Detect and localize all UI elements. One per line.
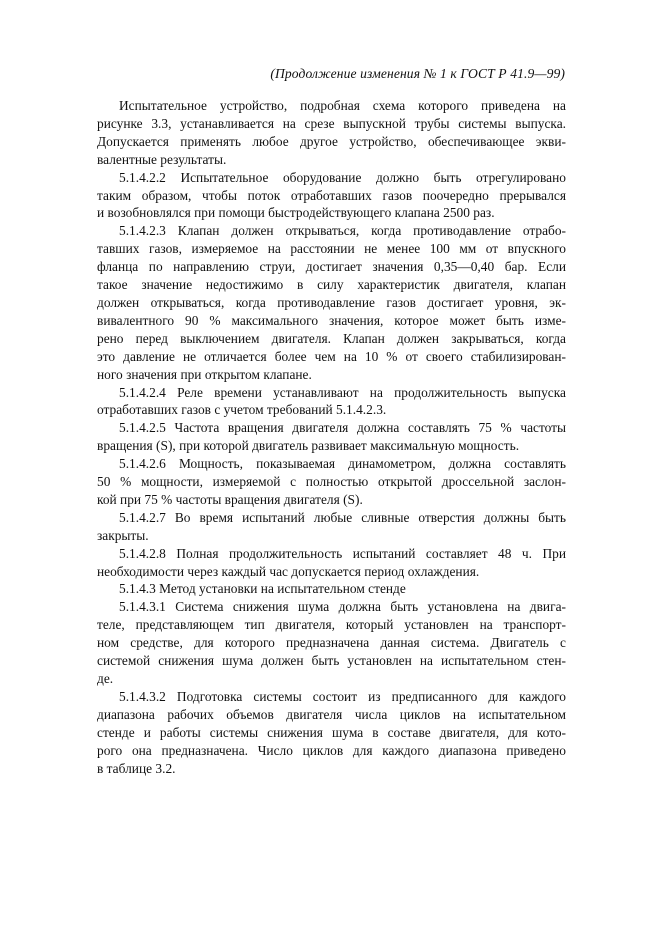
text-line: вращения (S), при которой двигатель развивает максимальную мощность. (97, 438, 520, 454)
text-line: тавших газов, измеряемое на расстоянии не менее 100 мм от впускного (97, 241, 566, 257)
text-line: кой при 75 % частоты вращения двигателя (S). (97, 491, 363, 507)
text-line: диапазона рабочих объемов двигателя числа циклов на испытательном (97, 706, 566, 722)
running-header: (Продолжение изменения № 1 к ГОСТ Р 41.9—99) (270, 66, 565, 81)
body-text (97, 97, 566, 777)
text-line: 5.1.4.2.5 Частота вращения двигателя должна составлять 75 % частоты (119, 420, 566, 436)
text-line: 5.1.4.2.4 Реле времени устанавливают на продолжительность выпуска (119, 384, 566, 400)
text-line: 5.1.4.2.8 Полная продолжительность испытаний составляет 48 ч. При (119, 545, 566, 561)
text-line: ном средстве, для которого предназначена данная система. Двигатель с (97, 635, 566, 651)
paragraph-5-1-4-2-5 (97, 419, 566, 455)
text-line: и возобновлялся при помощи быстродействующего клапана 2500 раз. (97, 205, 495, 221)
text-line: должен открываться, когда противодавление газов достигает уровня, эк- (97, 294, 566, 310)
text-line: 5.1.4.3.2 Подготовка системы состоит из предписанного для каждого (119, 688, 566, 704)
text-line: в таблице 3.2. (97, 760, 176, 776)
paragraph-5-1-4-2-6 (97, 455, 566, 509)
text-line: 5.1.4.2.6 Мощность, показываемая динамометром, должна составлять (119, 456, 566, 472)
text-line: закрыты. (97, 527, 149, 543)
text-line: 5.1.4.2.3 Клапан должен открываться, когда противодавление отрабо- (119, 223, 566, 239)
paragraph-test-device (97, 97, 566, 169)
text-line: системой снижения шума должен быть установлен на испытательном стен- (97, 653, 566, 669)
paragraph-5-1-4-2-8 (97, 545, 566, 581)
text-line: стенде и работы системы снижения шума в составе двигателя, для кото- (97, 724, 566, 740)
text-line: 5.1.4.2.2 Испытательное оборудование должно быть отрегулировано (119, 169, 566, 185)
text-line: рисунке 3.3, устанавливается на срезе выпускной трубы системы выпуска. (97, 115, 566, 131)
paragraph-5-1-4-3-1 (97, 598, 566, 688)
paragraph-5-1-4-3 (97, 580, 566, 598)
text-line: необходимости через каждый час допускается период охлаждения. (97, 563, 480, 579)
text-line: де. (97, 671, 114, 686)
text-line: 5.1.4.2.7 Во время испытаний любые сливные отверстия должны быть (119, 509, 566, 525)
paragraph-5-1-4-2-4 (97, 384, 566, 420)
text-line: фланца по направлению струи, достигает значения 0,35—0,40 бар. Если (97, 259, 566, 275)
text-line: валентные результаты. (97, 151, 227, 167)
text-line: вивалентного 90 % максимального значения, которое может быть изме- (97, 312, 566, 328)
text-line: 5.1.4.3.1 Система снижения шума должна быть установлена на двига- (119, 599, 566, 615)
text-line: это давление не отличается более чем на 10 % от своего стабилизирован- (97, 348, 566, 364)
paragraph-5-1-4-2-2 (97, 169, 566, 223)
text-line: таким образом, чтобы поток отработавших газов поочередно прерывался (97, 187, 566, 203)
paragraph-5-1-4-2-3 (97, 222, 566, 383)
paragraph-5-1-4-2-7 (97, 509, 566, 545)
text-line: рено перед выключением двигателя. Клапан должен закрываться, когда (97, 330, 566, 346)
text-line: Допускается применять любое другое устройство, обеспечивающее экви- (97, 133, 566, 149)
text-line: 50 % мощности, измеряемой с полностью открытой дроссельной заслон- (97, 474, 566, 490)
text-line: Испытательное устройство, подробная схема которого приведена на (119, 98, 566, 113)
text-line: рого она предназначена. Число циклов для каждого диапазона приведено (97, 742, 566, 758)
text-line: такое значение недостижимо в силу характеристик двигателя, клапан (97, 277, 566, 293)
text-line: 5.1.4.3 Метод установки на испытательном стенде (119, 581, 406, 597)
text-line: ного значения при открытом клапане. (97, 366, 312, 382)
text-line: теле, представляющем тип двигателя, который установлен на транспорт- (97, 617, 566, 633)
paragraph-5-1-4-3-2 (97, 688, 566, 778)
text-line: отработавших газов с учетом требований 5.1.4.2.3. (97, 402, 387, 418)
